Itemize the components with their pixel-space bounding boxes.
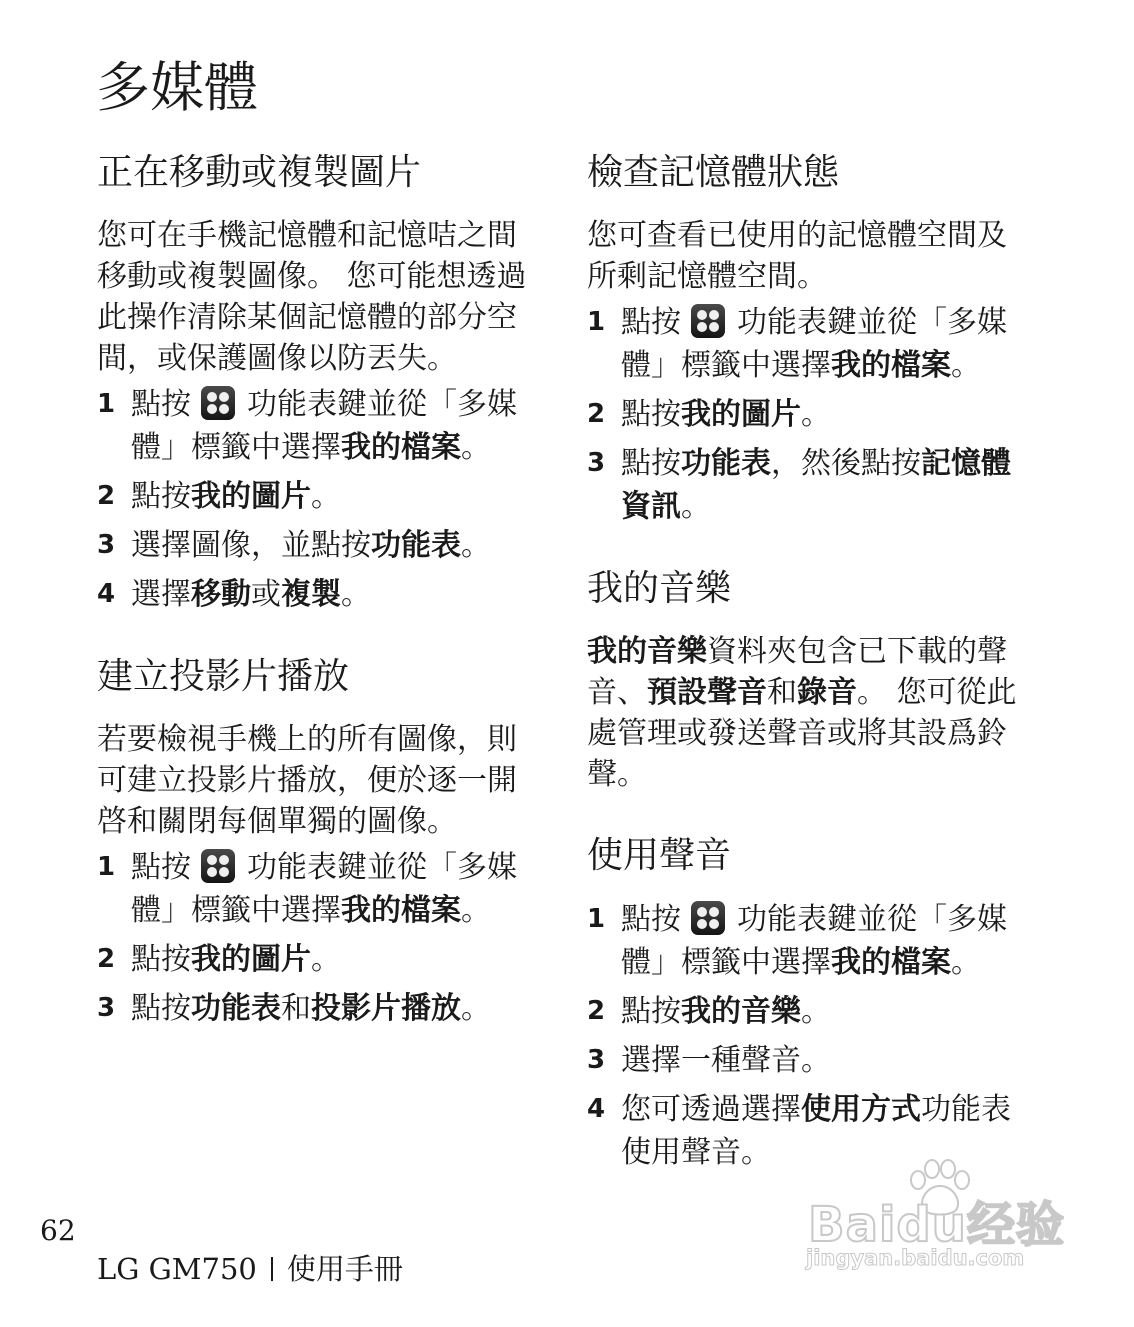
step-text: 功能表鍵並從「多媒體」標籤中選擇 xyxy=(131,850,517,928)
step-number: 1 xyxy=(97,389,116,419)
step-text: 功能表鍵並從「多媒體」標籤中選擇 xyxy=(131,387,517,465)
step-text: 點按 xyxy=(621,305,681,340)
step-text: 功能表鍵並從「多媒體」標籤中選擇 xyxy=(621,902,1007,980)
step-text: 點按 xyxy=(131,850,191,885)
section-slideshow xyxy=(97,654,542,1030)
step-bold-text: 功能表 xyxy=(191,991,281,1026)
step-text: 。 xyxy=(341,577,371,612)
section-description: 您可在手機記憶體和記憶咭之間移動或複製圖像。 您可能想透過此操作清除某個記憶體的部分空間，或保護圖像以防丟失。 xyxy=(97,218,527,376)
step-text: 點按 xyxy=(131,387,191,422)
footer-separator xyxy=(271,1257,273,1281)
menu-grid-icon xyxy=(201,849,235,883)
step-bold-text: 複製 xyxy=(281,577,341,612)
step-text: ，然後點按 xyxy=(771,446,921,481)
step-item xyxy=(587,393,1027,436)
section-memory-status xyxy=(587,150,1027,528)
steps-list xyxy=(97,383,542,616)
right-column xyxy=(587,150,1027,1212)
section-description xyxy=(587,631,1027,795)
step-bold-text: 我的圖片 xyxy=(681,397,801,432)
step-text: 。 xyxy=(311,479,341,514)
step-text: 。 xyxy=(801,994,831,1029)
section-my-music xyxy=(587,566,1027,795)
step-bold-text: 我的檔案 xyxy=(341,893,461,928)
step-text: 。 xyxy=(681,489,711,524)
step-text: 選擇一種聲音。 xyxy=(621,1043,831,1078)
step-item xyxy=(587,898,1027,984)
step-text: 選擇圖像，並點按 xyxy=(131,528,371,563)
menu-grid-icon xyxy=(691,901,725,935)
step-item xyxy=(587,301,1027,387)
model-name: LG GM750 xyxy=(97,1252,257,1286)
text: 資料夾包含已下載的聲音、 xyxy=(587,634,1007,710)
step-number: 2 xyxy=(97,944,116,974)
step-bold-text: 我的檔案 xyxy=(831,348,951,383)
section-description: 您可查看已使用的記憶體空間及所剩記憶體空間。 xyxy=(587,218,1007,294)
steps-list xyxy=(587,301,1027,528)
step-text: 。 xyxy=(461,991,491,1026)
step-bold-text: 功能表 xyxy=(681,446,771,481)
step-bold-text: 移動 xyxy=(191,577,251,612)
footer-label xyxy=(97,1247,403,1288)
steps-list xyxy=(587,898,1027,1174)
step-item xyxy=(587,1039,1027,1082)
step-text: 。 xyxy=(461,893,491,928)
section-title: 正在移動或複製圖片 xyxy=(97,152,422,193)
step-number: 4 xyxy=(587,1094,606,1124)
step-text: 或 xyxy=(251,577,281,612)
page-number: 62 xyxy=(40,1214,76,1247)
text: 。 您可從此處管理或發送聲音或將其設爲鈴聲。 xyxy=(587,675,1017,792)
step-text: 點按 xyxy=(131,942,191,977)
step-text: 點按 xyxy=(621,446,681,481)
step-item xyxy=(97,475,542,518)
step-text: 。 xyxy=(461,430,491,465)
step-bold-text: 投影片播放 xyxy=(311,991,461,1026)
step-bold-text: 我的圖片 xyxy=(191,479,311,514)
step-text: 點按 xyxy=(131,991,191,1026)
step-number: 3 xyxy=(97,993,116,1023)
step-text: 功能表鍵並從「多媒體」標籤中選擇 xyxy=(621,305,1007,383)
page-title: 多媒體 xyxy=(96,56,258,119)
step-text: 選擇 xyxy=(131,577,191,612)
step-text: 和 xyxy=(281,991,311,1026)
step-item xyxy=(97,573,542,616)
left-column xyxy=(97,150,542,1068)
manual-name: 使用手冊 xyxy=(286,1252,403,1286)
section-title: 檢查記憶體狀態 xyxy=(587,152,840,193)
watermark-brand: Baidu经验 xyxy=(808,1197,1065,1253)
section-title: 使用聲音 xyxy=(587,835,732,876)
step-bold-text: 我的圖片 xyxy=(191,942,311,977)
bold-text: 預設聲音 xyxy=(647,675,767,710)
steps-list xyxy=(97,846,542,1030)
bold-text: 錄音 xyxy=(797,675,857,710)
step-bold-text: 功能表 xyxy=(371,528,461,563)
step-bold-text: 我的檔案 xyxy=(341,430,461,465)
step-text: 。 xyxy=(461,528,491,563)
step-bold-text: 我的檔案 xyxy=(831,945,951,980)
menu-grid-icon xyxy=(201,386,235,420)
section-use-sounds xyxy=(587,833,1027,1174)
step-item xyxy=(97,524,542,567)
text: 和 xyxy=(767,675,797,710)
step-text: 。 xyxy=(951,348,981,383)
step-item xyxy=(97,938,542,981)
step-number: 2 xyxy=(587,399,606,429)
step-number: 1 xyxy=(587,307,606,337)
section-description: 若要檢視手機上的所有圖像，則可建立投影片播放，便於逐一開啓和關閉每個單獨的圖像。 xyxy=(97,722,517,839)
step-text: 點按 xyxy=(621,902,681,937)
step-text: 。 xyxy=(801,397,831,432)
step-number: 3 xyxy=(587,448,606,478)
step-text: 點按 xyxy=(621,994,681,1029)
step-number: 4 xyxy=(97,579,116,609)
step-bold-text: 我的音樂 xyxy=(681,994,801,1029)
step-item xyxy=(97,987,542,1030)
bold-text: 我的音樂 xyxy=(587,634,707,669)
watermark xyxy=(800,1158,1070,1278)
section-title: 我的音樂 xyxy=(587,568,732,609)
step-bold-text: 記憶體資訊 xyxy=(621,446,1011,524)
menu-grid-icon xyxy=(691,304,725,338)
watermark-url: jingyan.baidu.com xyxy=(806,1246,1025,1270)
step-bold-text: 使用方式 xyxy=(801,1092,921,1127)
step-item xyxy=(587,442,1027,528)
step-number: 3 xyxy=(587,1045,606,1075)
step-number: 1 xyxy=(97,852,116,882)
step-text: 您可透過選擇 xyxy=(621,1092,801,1127)
step-text: 功能表使用聲音。 xyxy=(621,1092,1011,1170)
step-text: 點按 xyxy=(131,479,191,514)
step-number: 2 xyxy=(587,996,606,1026)
section-title: 建立投影片播放 xyxy=(97,656,350,697)
step-number: 3 xyxy=(97,530,116,560)
step-text: 點按 xyxy=(621,397,681,432)
step-number: 1 xyxy=(587,904,606,934)
step-item xyxy=(97,383,542,469)
step-text: 。 xyxy=(311,942,341,977)
section-move-copy-images xyxy=(97,150,542,616)
step-text: 。 xyxy=(951,945,981,980)
step-item xyxy=(587,990,1027,1033)
step-item xyxy=(97,846,542,932)
step-number: 2 xyxy=(97,481,116,511)
